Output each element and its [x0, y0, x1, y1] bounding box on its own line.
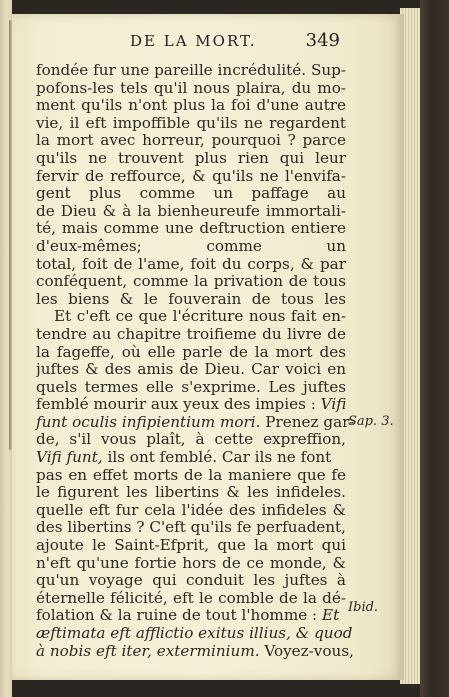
text-line: Et c'eft ce que l'écriture nous fait en- — [54, 308, 346, 326]
text-line: les biens & le fouverain de tous les — [36, 290, 346, 308]
margin-note-sap: Sap. 3. — [348, 414, 394, 429]
text-line: tendre au chapitre troifieme du livre de — [36, 325, 346, 343]
text-line: té, mais comme une deftruction entiere — [36, 220, 346, 238]
text-line: des libertins ? C'eft qu'ils fe perfuadent, — [36, 519, 346, 537]
latin-fragment: à nobis eft iter, exterminium. — [36, 641, 260, 660]
text-fragment: femblé mourir aux yeux des impies : — [36, 395, 316, 414]
text-line: ajoute le Saint-Efprit, que la mort qui — [36, 537, 346, 555]
text-line: de, s'il vous plaît, à cette expreffion, — [36, 431, 346, 449]
text-line: fervir de reffource, & qu'ils ne l'envifa- — [36, 167, 346, 185]
text-line: le figurent les libertins & les infideles. — [36, 484, 346, 502]
text-line — [36, 449, 346, 467]
text-line: total, foit de l'ame, foit du corps, & par — [36, 255, 346, 273]
text-fragment: ils ont femblé. Car ils ne font — [107, 448, 332, 467]
text-line — [36, 396, 346, 414]
text-line: conféquent, comme la privation de tous — [36, 273, 346, 291]
latin-fragment: funt oculis infipientium mori. — [36, 412, 261, 431]
text-line — [36, 412, 355, 432]
text-line: n'eft qu'une fortie hors de ce monde, & — [36, 554, 346, 572]
text-line: d'eux-mêmes; comme un — [36, 237, 346, 255]
text-line: fondée fur une pareille incrédulité. Sup- — [36, 62, 346, 79]
text-line: de Dieu & à la bienheureufe immortali- — [36, 202, 346, 220]
text-line: la mort avec horreur, pourquoi ? parce — [36, 132, 346, 150]
running-title: DE LA MORT. — [130, 32, 257, 50]
text-line: pofons-les tels qu'il nous plaira, du mo- — [36, 79, 346, 97]
text-line: juftes & des amis de Dieu. Car voici en — [36, 361, 346, 379]
text-line: la fageffe, où elle parle de la mort des — [36, 343, 346, 361]
text-line: vie, il eft impoffible qu'ils ne regardent — [36, 114, 346, 132]
text-line: qu'ils ne trouvent plus rien qui leur — [36, 149, 346, 167]
page-number: 349 — [305, 30, 340, 51]
latin-fragment: Vifi — [320, 395, 347, 414]
text-line: gent plus comme un paffage au — [36, 185, 346, 203]
text-line: quelle eft fur cela l'idée des infideles & — [36, 501, 346, 519]
text-line: ment qu'ils n'ont plus la foi d'une autre — [36, 97, 346, 115]
running-header — [130, 30, 340, 60]
book-cover-edge — [420, 0, 449, 697]
text-line: quels termes elle s'exprime. Les juftes — [36, 378, 346, 396]
latin-fragment: Et — [322, 606, 340, 625]
margin-note-ibid: Ibid. — [348, 600, 379, 615]
text-fragment: Prenez gar- — [265, 412, 355, 431]
text-line: æftimata eft afflictio exitus illius, & quod — [36, 624, 353, 642]
text-line: éternelle félicité, eft le comble de la dé- — [36, 589, 346, 607]
body-text — [36, 62, 355, 660]
text-fragment: folation & la ruine de tout l'homme : — [36, 606, 318, 625]
text-line: qu'un voyage qui conduit les juftes à — [36, 572, 346, 590]
text-line — [36, 641, 354, 661]
text-line — [36, 607, 346, 625]
text-fragment: Voyez-vous, — [264, 641, 354, 660]
latin-fragment: Vifi funt, — [36, 448, 103, 467]
text-line: pas en effet morts de la maniere que fe — [36, 466, 346, 484]
